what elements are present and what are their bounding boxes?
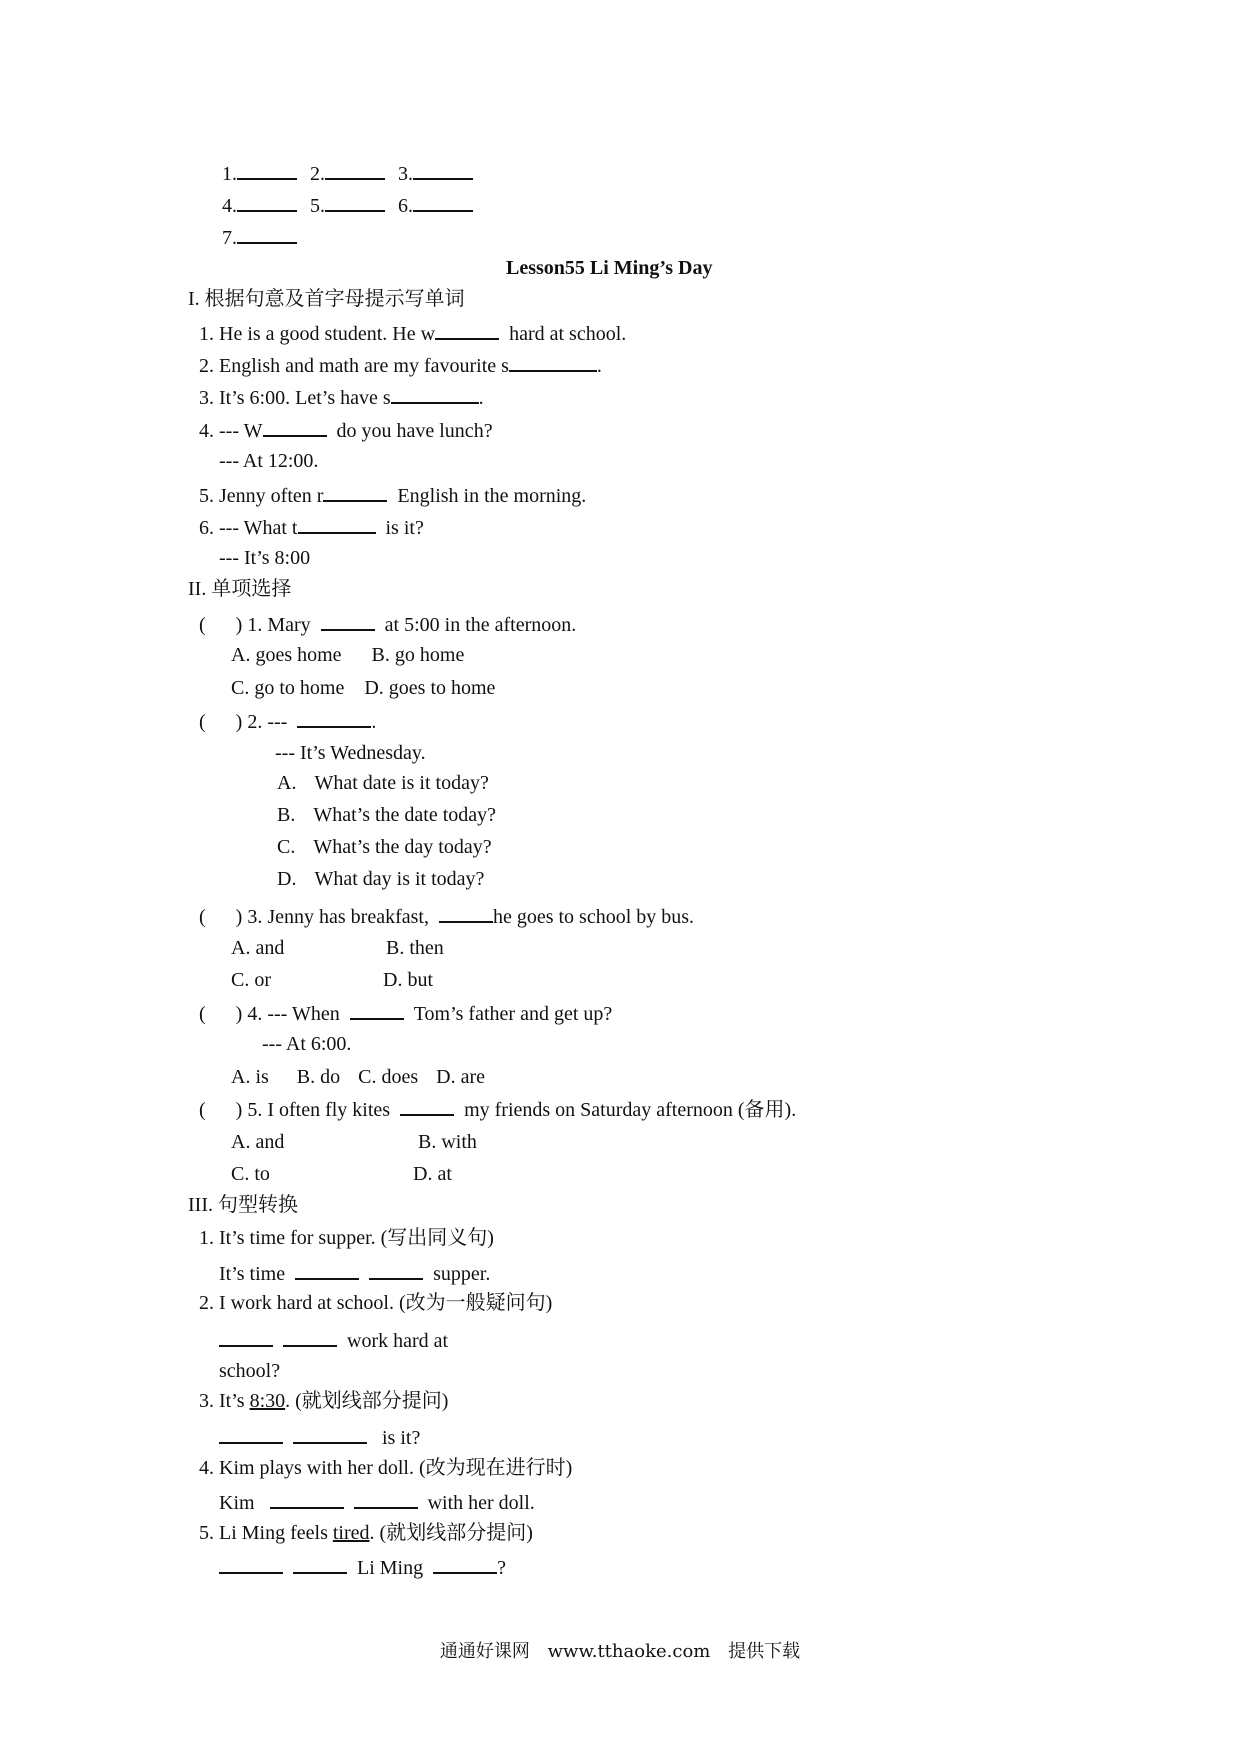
s3-q2-blank-2[interactable] [283,1327,337,1347]
s1-q1: 1. He is a good student. He w hard at school. [199,320,626,346]
answer-line-1 [222,160,473,186]
s3-q4-blank-1[interactable] [270,1489,344,1509]
answer-blank[interactable] [237,192,297,212]
s2-q5-blank [400,1096,454,1116]
s1-q1-blank[interactable] [435,320,499,340]
s2-q2-option-a[interactable]: A. What date is it today? [277,772,489,794]
s3-q1: 1. It’s time for supper. (写出同义句) [199,1227,494,1249]
underlined-part: 8:30 [249,1390,286,1412]
answer-number: 5. [310,195,325,217]
s3-q2-answer-cont: school? [219,1360,281,1382]
s2-q1-options-a [231,643,464,667]
answer-number: 3. [398,163,413,185]
s1-q3: 3. It’s 6:00. Let’s have s . [199,384,484,410]
s3-q1-blank-1[interactable] [295,1260,359,1280]
s2-q5-option-a[interactable]: A. and [231,1131,285,1153]
section-2-heading: II. 单项选择 [188,578,292,600]
s2-q2: ( ) 2. --- . [199,708,376,734]
s3-q4-blank-2[interactable] [354,1489,418,1509]
s1-q2: 2. English and math are my favourite s . [199,352,602,378]
s3-q1-answer: It’s time supper. [219,1260,490,1286]
s2-q3-option-b[interactable]: B. then [386,937,444,959]
s2-q5-option-c[interactable]: C. to [231,1163,270,1185]
s2-q1-blank [321,611,375,631]
s2-q4-answer: --- At 6:00. [262,1033,352,1055]
underlined-part: tired [332,1522,370,1544]
s3-q2-answer: work hard at [219,1327,448,1353]
answer-blank[interactable] [237,224,297,244]
answer-line-3 [222,224,297,250]
s2-q3: ( ) 3. Jenny has breakfast, he goes to school by bus. [199,903,694,929]
s3-q4-answer: Kim with her doll. [219,1489,535,1515]
s2-q2-blank [297,708,371,728]
s3-q5: 5. Li Ming feels tired. (就划线部分提问) [199,1522,533,1544]
option-b[interactable]: B. do [296,1066,341,1088]
option-c[interactable]: C. go to home [231,677,345,699]
s3-q2: 2. I work hard at school. (改为一般疑问句) [199,1292,553,1314]
s1-q4-blank[interactable] [263,417,327,437]
s3-q3-blank-2[interactable] [293,1424,367,1444]
s2-q3-blank [439,903,493,923]
s1-q4: 4. --- W do you have lunch? [199,417,493,443]
footer-download-text: 提供下载 [728,1641,801,1662]
option-b[interactable]: B. go home [371,644,465,666]
s1-q3-blank[interactable] [391,384,479,404]
s2-q2-option-c[interactable]: C. What’s the day today? [277,836,492,858]
s2-q5: ( ) 5. I often fly kites my friends on Saturday afternoon (备用). [199,1096,796,1122]
footer-site-name: 通通好课网 [439,1641,530,1662]
option-a[interactable]: A. goes home [231,644,342,666]
s1-q5: 5. Jenny often r English in the morning. [199,482,586,508]
answer-number: 7. [222,227,237,249]
s3-q3-answer: is it? [219,1424,420,1450]
s1-q4-answer: --- At 12:00. [219,450,319,472]
option-c[interactable]: C. does [358,1066,419,1088]
s3-q5-blank-1[interactable] [219,1554,283,1574]
answer-line-2 [222,192,473,218]
s3-q1-blank-2[interactable] [369,1260,423,1280]
s2-q3-option-a[interactable]: A. and [231,937,285,959]
answer-blank[interactable] [413,192,473,212]
s1-q6: 6. --- What t is it? [199,514,424,540]
s2-q1-options-b [231,676,495,700]
answer-blank[interactable] [325,160,385,180]
s2-q3-option-d[interactable]: D. but [383,969,433,991]
s2-q4-options [231,1065,485,1089]
footer-url-link[interactable]: www.tthaoke.com [547,1641,711,1662]
answer-bracket[interactable]: ( [199,1099,206,1121]
s3-q4: 4. Kim plays with her doll. (改为现在进行时) [199,1457,573,1479]
option-d[interactable]: D. are [436,1066,485,1088]
s3-q5-blank-2[interactable] [293,1554,347,1574]
s2-q2-answer: --- It’s Wednesday. [275,742,426,764]
s2-q5-option-d[interactable]: D. at [413,1163,452,1185]
answer-number: 1. [222,163,237,185]
answer-blank[interactable] [325,192,385,212]
lesson-title: Lesson55 Li Ming’s Day [506,257,713,279]
answer-bracket[interactable]: ( [199,906,206,928]
s1-q6-blank[interactable] [298,514,376,534]
s2-q4-blank [350,1000,404,1020]
s3-q5-answer: Li Ming ? [219,1554,506,1580]
s1-q6-answer: --- It’s 8:00 [219,547,311,569]
s2-q2-option-d[interactable]: D. What day is it today? [277,868,485,890]
answer-blank[interactable] [237,160,297,180]
s2-q3-option-c[interactable]: C. or [231,969,271,991]
answer-bracket[interactable]: ( [199,1003,206,1025]
option-a[interactable]: A. is [231,1066,269,1088]
option-d[interactable]: D. goes to home [364,677,496,699]
section-1-heading: I. 根据句意及首字母提示写单词 [188,288,465,310]
answer-number: 2. [310,163,325,185]
answer-bracket[interactable]: ( [199,614,206,636]
s3-q3-blank-1[interactable] [219,1424,283,1444]
s3-q3: 3. It’s 8:30. (就划线部分提问) [199,1390,449,1412]
section-3-heading: III. 句型转换 [188,1194,298,1216]
s2-q2-option-b[interactable]: B. What’s the date today? [277,804,497,826]
answer-number: 6. [398,195,413,217]
s2-q4: ( ) 4. --- When Tom’s father and get up? [199,1000,612,1026]
s3-q5-blank-3[interactable] [433,1554,497,1574]
answer-blank[interactable] [413,160,473,180]
answer-number: 4. [222,195,237,217]
s1-q5-blank[interactable] [323,482,387,502]
s2-q5-option-b[interactable]: B. with [418,1131,477,1153]
answer-bracket[interactable]: ( [199,711,206,733]
footer [0,1637,1240,1663]
s3-q2-blank-1[interactable] [219,1327,273,1347]
s1-q2-blank[interactable] [509,352,597,372]
s2-q1: ( ) 1. Mary at 5:00 in the afternoon. [199,611,576,637]
